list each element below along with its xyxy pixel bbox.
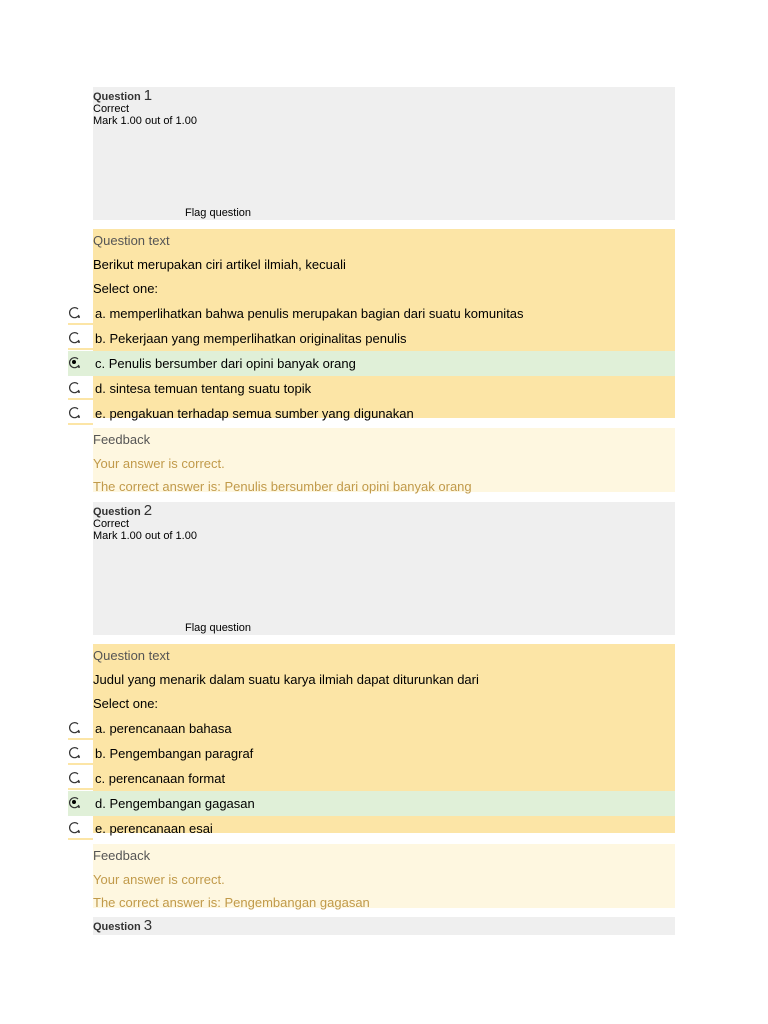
question-2-content — [93, 644, 675, 836]
select-one-label: Select one: — [93, 696, 159, 711]
answer-option-label: d. sintesa temuan tentang suatu topik — [95, 381, 312, 396]
feedback-heading: Feedback — [93, 848, 151, 863]
question-number-value: 1 — [143, 87, 153, 104]
question-mark: Mark 1.00 out of 1.00 — [93, 530, 197, 542]
feedback-result: Your answer is correct. — [93, 872, 225, 887]
answer-option[interactable] — [93, 716, 675, 741]
answer-option-label: b. Pengembangan paragraf — [95, 746, 254, 761]
radio-empty-icon[interactable] — [68, 306, 82, 320]
question-state: Correct — [93, 518, 130, 530]
question-1-content — [93, 229, 675, 421]
feedback-heading: Feedback — [93, 432, 151, 447]
question-state: Correct — [93, 103, 130, 115]
question-label: Question — [93, 506, 141, 518]
answer-option-label: b. Pekerjaan yang memperlihatkan originalitas penulis — [95, 331, 407, 346]
radio-empty-icon[interactable] — [68, 406, 82, 420]
question-mark: Mark 1.00 out of 1.00 — [93, 115, 197, 127]
radio-empty-icon[interactable] — [68, 381, 82, 395]
question-number — [93, 917, 675, 933]
question-text: Berikut merupakan ciri artikel ilmiah, kecuali — [93, 257, 346, 272]
answer-option[interactable] — [93, 376, 675, 401]
answer-option-label: a. memperlihatkan bahwa penulis merupakan bagian dari suatu komunitas — [95, 306, 524, 321]
question-text-heading: Question text — [93, 648, 170, 663]
radio-empty-icon[interactable] — [68, 746, 82, 760]
radio-empty-icon[interactable] — [68, 721, 82, 735]
radio-selected-icon[interactable] — [68, 796, 82, 810]
question-text: Judul yang menarik dalam suatu karya ilmiah dapat diturunkan dari — [93, 672, 479, 687]
answer-option-label: e. perencanaan esai — [95, 821, 213, 836]
answer-option-label: a. perencanaan bahasa — [95, 721, 232, 736]
answer-option-label: d. Pengembangan gagasan — [95, 796, 255, 811]
question-number-value: 2 — [143, 502, 153, 519]
answer-option[interactable] — [93, 816, 675, 841]
question-2-info — [93, 502, 675, 635]
answer-option-selected[interactable] — [68, 351, 675, 376]
radio-empty-icon[interactable] — [68, 771, 82, 785]
flag-question-link[interactable]: Flag question — [185, 622, 252, 634]
question-label: Question — [93, 91, 141, 103]
correct-answer-text: The correct answer is: Pengembangan gagasan — [93, 895, 370, 910]
answer-option[interactable] — [93, 741, 675, 766]
feedback-result: Your answer is correct. — [93, 456, 225, 471]
question-2-feedback — [93, 844, 675, 908]
answer-option-label: e. pengakuan terhadap semua sumber yang digunakan — [95, 406, 414, 421]
question-number-value: 3 — [143, 917, 153, 934]
answer-option[interactable] — [93, 401, 675, 426]
question-3-info — [93, 917, 675, 935]
answer-option[interactable] — [93, 766, 675, 791]
answer-option-label: c. perencanaan format — [95, 771, 226, 786]
question-1-info — [93, 87, 675, 220]
radio-selected-icon[interactable] — [68, 356, 82, 370]
question-1-feedback — [93, 428, 675, 492]
answer-option[interactable] — [93, 326, 675, 351]
answer-option[interactable] — [93, 301, 675, 326]
answer-option-label: c. Penulis bersumber dari opini banyak orang — [95, 356, 356, 371]
question-number — [93, 87, 675, 103]
flag-question-link[interactable]: Flag question — [185, 207, 252, 219]
radio-empty-icon[interactable] — [68, 331, 82, 345]
radio-empty-icon[interactable] — [68, 821, 82, 835]
answer-option-selected[interactable] — [68, 791, 675, 816]
correct-answer-text: The correct answer is: Penulis bersumber dari opini banyak orang — [93, 479, 472, 494]
select-one-label: Select one: — [93, 281, 159, 296]
question-number — [93, 502, 675, 518]
question-label: Question — [93, 921, 141, 933]
question-text-heading: Question text — [93, 233, 170, 248]
